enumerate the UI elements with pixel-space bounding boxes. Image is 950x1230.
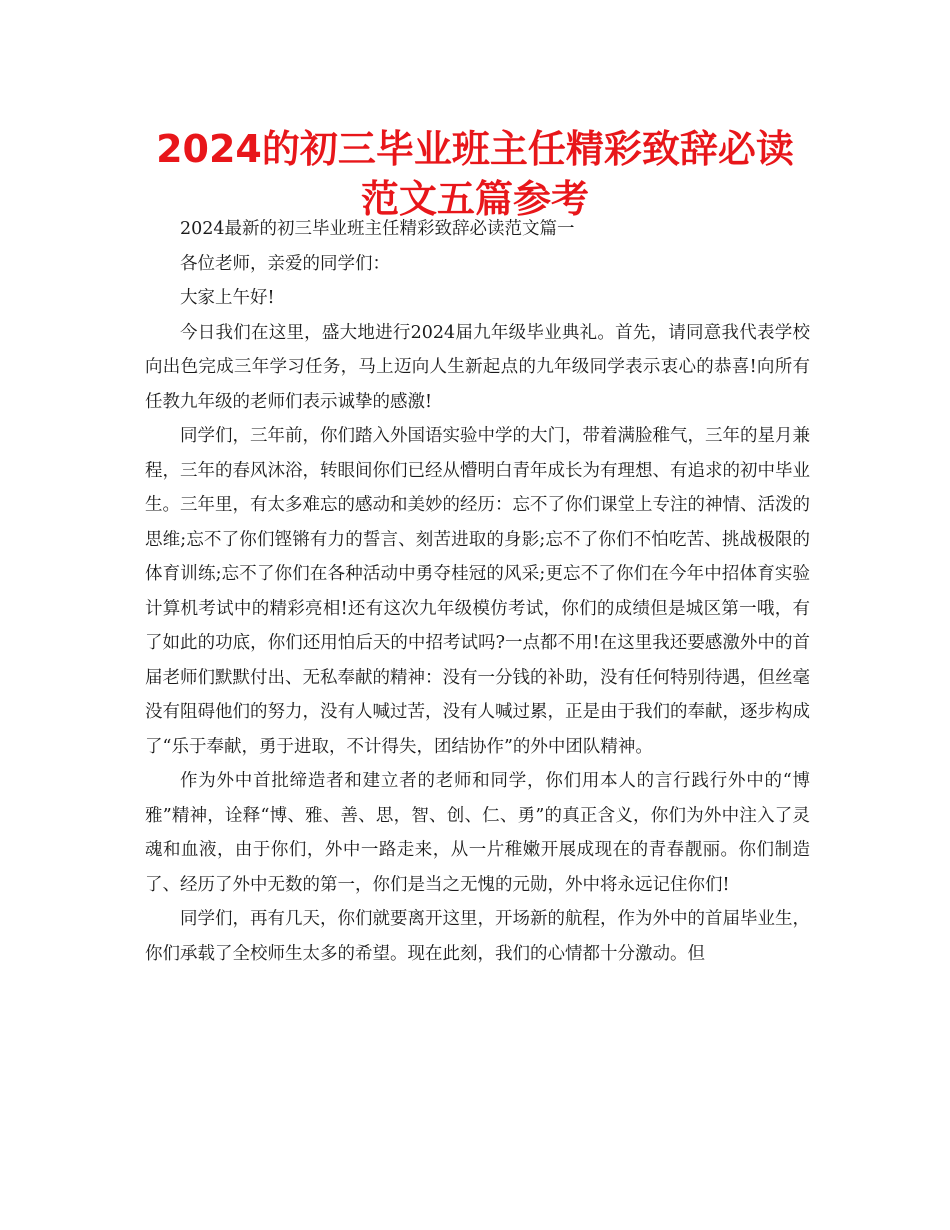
paragraph: 今日我们在这里，盛大地进行2024届九年级毕业典礼。首先，请同意我代表学校向出色完成三年学习任务，马上迈向人生新起点的九年级同学表示衷心的恭喜!向所有任教九年级的老师们表示诚挚的感激! [145,322,810,412]
salutation: 各位老师，亲爱的同学们： [180,253,390,274]
paragraph: 同学们，再有几天，你们就要离开这里，开场新的航程，作为外中的首届毕业生，你们承载了全校师生太多的希望。现在此刻，我们的心情都十分激动。但 [145,909,810,964]
greeting: 大家上午好! [180,288,275,308]
paragraph: 作为外中首批缔造者和建立者的老师和同学，你们用本人的言行践行外中的“博雅”精神，诠释“博、雅、善、思，智、创、仁、勇”的真正含义，你们为外中注入了灵魂和血液，由于你们，外中一路走来，从一片稚嫩开展成现在的青春靓丽。你们制造了、经历了外中无数的第一，你们是当之无愧的元勋，外中将永远记住你们! [145,771,810,895]
section-heading: 2024最新的初三毕业班主任精彩致辞必读范文篇一 [180,219,575,239]
document-body [145,212,810,971]
paragraph: 同学们，三年前，你们踏入外国语实验中学的大门，带着满脸稚气，三年的星月兼程，三年的春风沐浴，转眼间你们已经从懵明白青年成长为有理想、有追求的初中毕业生。三年里，有太多难忘的感动和美妙的经历：忘不了你们课堂上专注的神情、活泼的思维;忘不了你们铿锵有力的誓言、刻苦进取的身影;忘不了你们不怕吃苦、挑战极限的体育训练;忘不了你们在各种活动中勇夺桂冠的风采;更忘不了你们在今年中招体育实验计算机考试中的精彩亮相!还有这次九年级模仿考试，你们的成绩但是城区第一哦，有了如此的功底，你们还用怕后天的中招考试吗?一点都不用!在这里我还要感激外中的首届老师们默默付出、无私奉献的精神：没有一分钱的补助，没有任何特别待遇，但丝毫没有阻碍他们的努力，没有人喊过苦，没有人喊过累，正是由于我们的奉献，逐步构成了“乐于奉献，勇于进取，不计得失，团结协作”的外中团队精神。 [145,426,810,757]
document-title: 2024的初三毕业班主任精彩致辞必读范文五篇参考 [156,127,794,221]
